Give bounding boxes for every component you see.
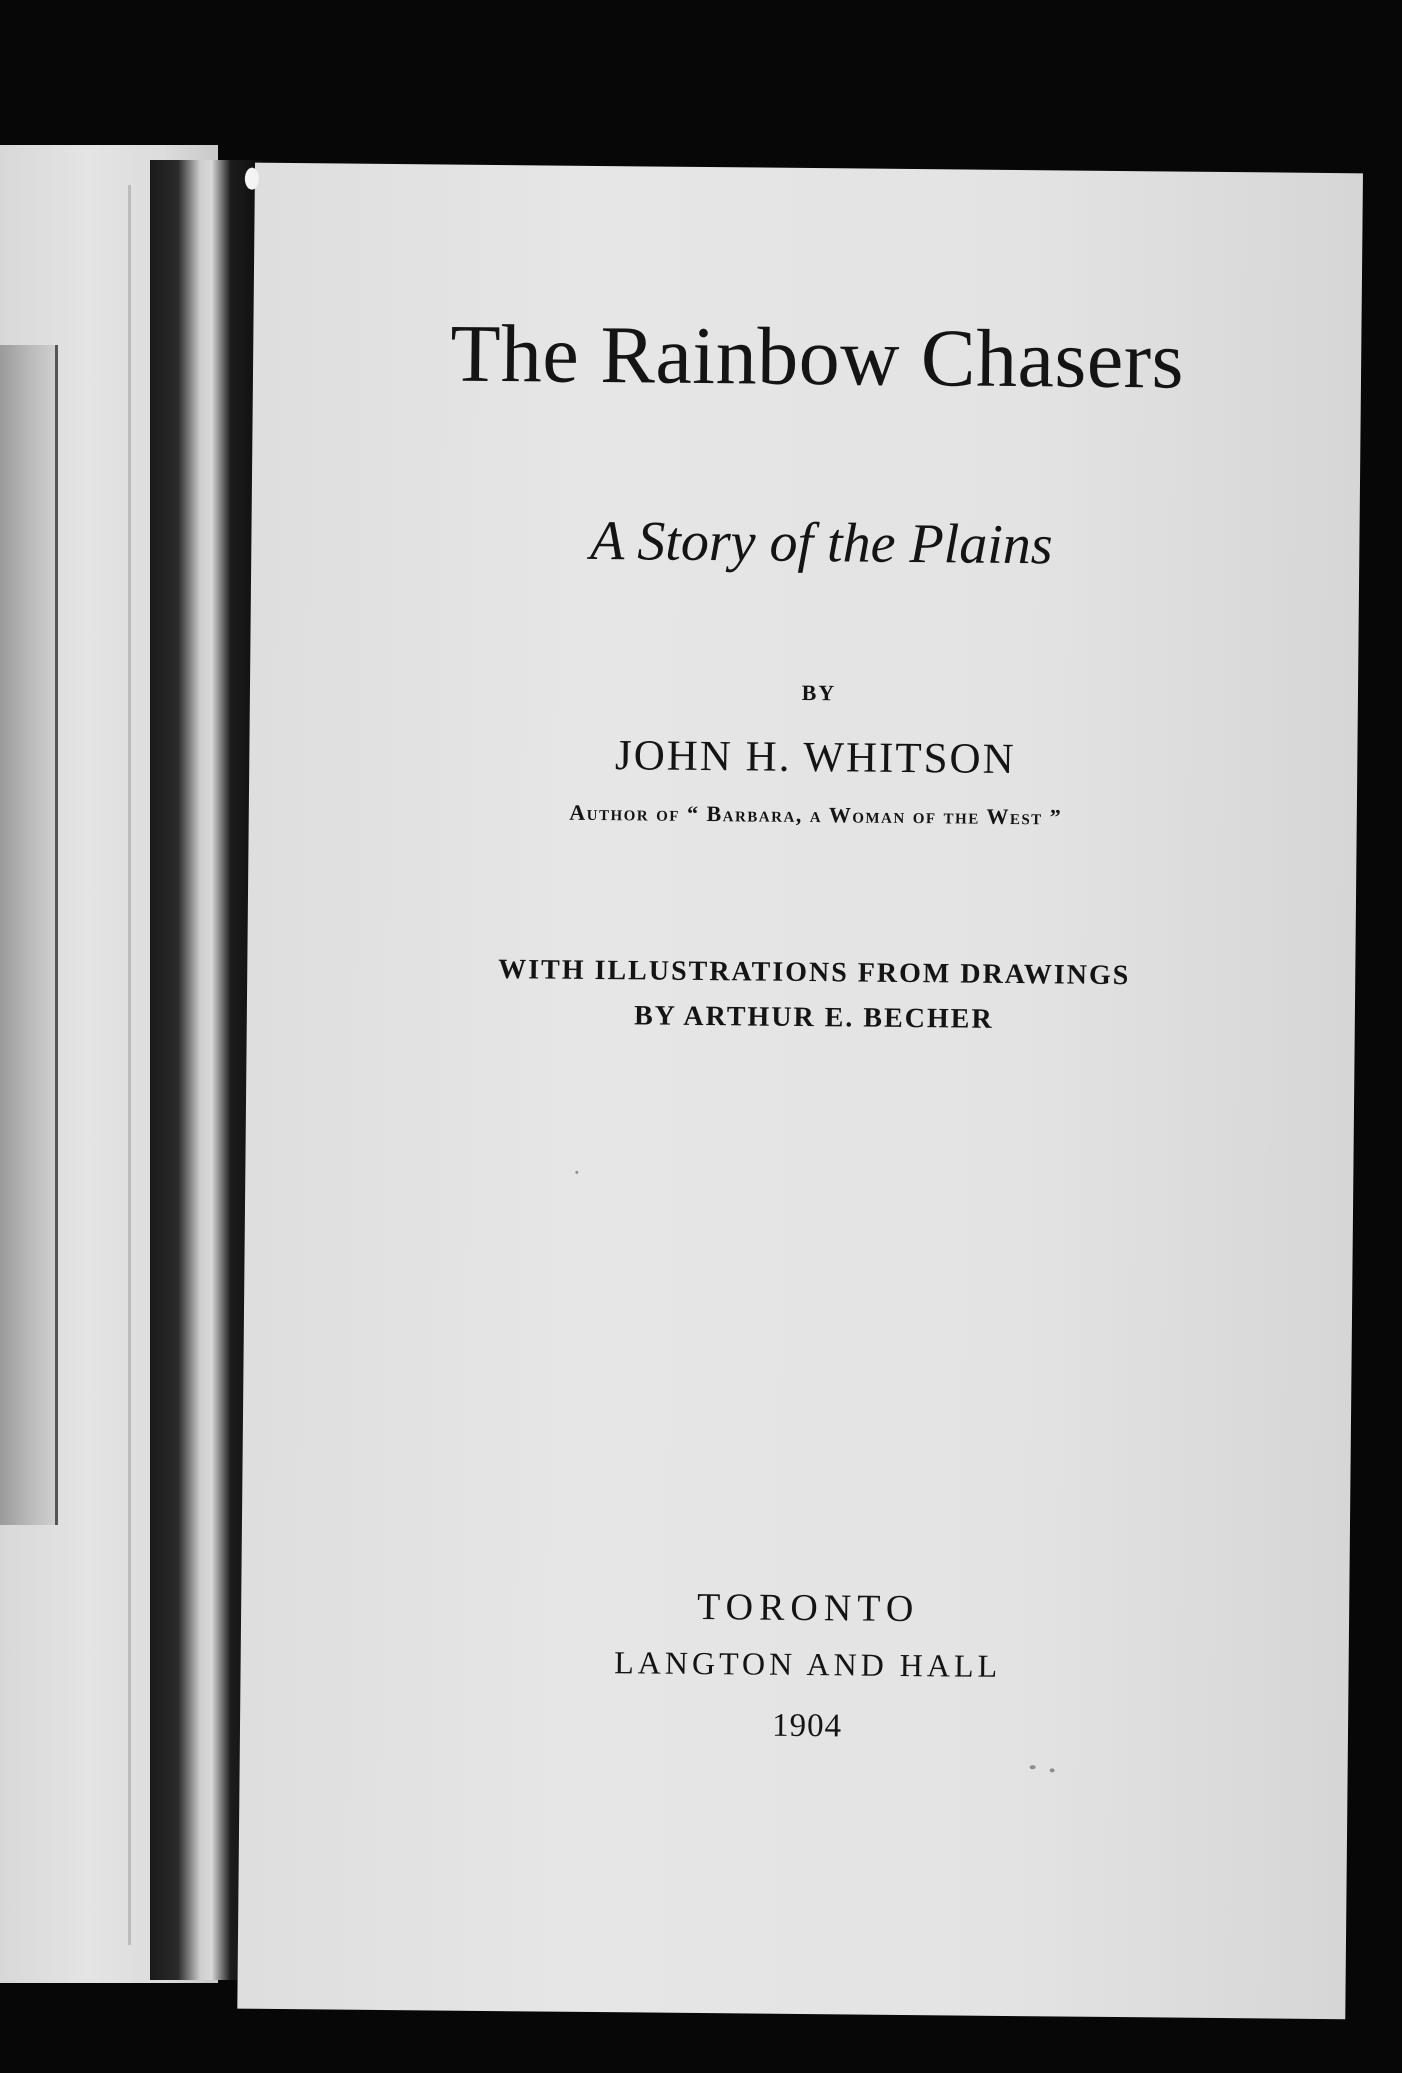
- author-previous-work: [275, 797, 1357, 833]
- paper-speck: [1030, 1765, 1036, 1769]
- title-page: [237, 163, 1363, 2020]
- publisher-name: LANGTON AND HALL: [614, 1644, 1002, 1684]
- publisher-city: TORONTO: [696, 1585, 920, 1631]
- paper-speck: [1050, 1768, 1055, 1772]
- illustrations-line-2: BY ARTHUR E. BECHER: [633, 1000, 994, 1035]
- author-name: JOHN H. WHITSON: [614, 732, 1016, 784]
- publication-year: 1904: [771, 1707, 843, 1745]
- paper-speck: [575, 1171, 578, 1174]
- illustrations-credit: [273, 945, 1356, 1045]
- page-fold-line: [128, 185, 131, 1945]
- frontispiece-plate-edge: [0, 345, 58, 1525]
- author-previous-work-text: Author of “ Barbara, a Woman of the West ”: [569, 799, 1063, 830]
- illustrations-line-1: WITH ILLUSTRATIONS FROM DRAWINGS: [498, 954, 1131, 992]
- book-subtitle: A Story of the Plains: [589, 509, 1053, 577]
- book-title: The Rainbow Chasers: [449, 307, 1185, 406]
- paper-speck: [245, 168, 259, 190]
- by-label: BY: [801, 679, 837, 706]
